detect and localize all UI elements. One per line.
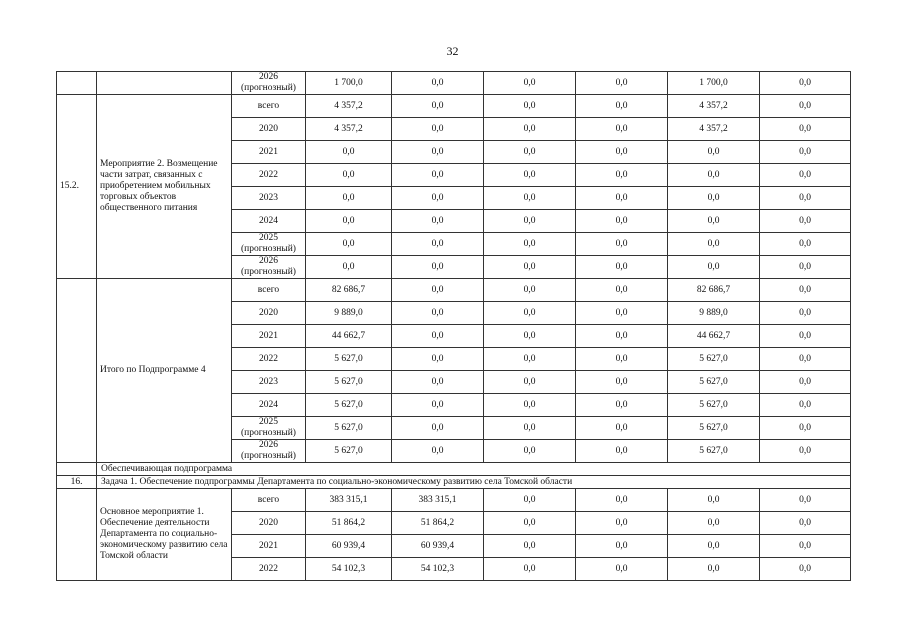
value-cell: 9 889,0 <box>668 302 760 325</box>
value-cell: 9 889,0 <box>306 302 392 325</box>
value-cell: 4 357,2 <box>306 118 392 141</box>
row-name-cell: Мероприятие 2. Возмещение части затрат, связанных с приобретением мобильных торговых объектов общественного питания <box>97 95 232 279</box>
value-cell: 0,0 <box>576 118 668 141</box>
value-cell: 0,0 <box>484 72 576 95</box>
value-cell: 0,0 <box>392 440 484 463</box>
value-cell: 0,0 <box>760 118 851 141</box>
value-cell: 0,0 <box>760 72 851 95</box>
value-cell: 0,0 <box>576 489 668 512</box>
year-cell: всего <box>232 489 306 512</box>
value-cell: 5 627,0 <box>306 440 392 463</box>
value-cell: 0,0 <box>760 233 851 256</box>
value-cell: 0,0 <box>760 558 851 581</box>
value-cell: 0,0 <box>668 233 760 256</box>
value-cell: 5 627,0 <box>668 348 760 371</box>
year-cell: 2021 <box>232 141 306 164</box>
value-cell: 5 627,0 <box>668 371 760 394</box>
year-cell: 2026 (прогнозный) <box>232 72 306 95</box>
year-cell: всего <box>232 95 306 118</box>
task-number: 16. <box>57 476 97 489</box>
value-cell: 0,0 <box>392 417 484 440</box>
value-cell: 0,0 <box>576 256 668 279</box>
value-cell: 0,0 <box>484 256 576 279</box>
value-cell: 60 939,4 <box>306 535 392 558</box>
table-body <box>57 72 851 581</box>
value-cell: 0,0 <box>576 417 668 440</box>
table-row <box>57 489 851 512</box>
value-cell: 0,0 <box>484 348 576 371</box>
year-cell: 2021 <box>232 535 306 558</box>
value-cell: 0,0 <box>668 164 760 187</box>
row-number-cell <box>57 463 97 476</box>
year-cell: 2022 <box>232 164 306 187</box>
value-cell: 54 102,3 <box>392 558 484 581</box>
value-cell: 0,0 <box>576 164 668 187</box>
value-cell: 0,0 <box>392 371 484 394</box>
value-cell: 4 357,2 <box>306 95 392 118</box>
year-cell: 2020 <box>232 512 306 535</box>
row-name-cell: Основное мероприятие 1. Обеспечение деятельности Департамента по социально-экономическому развитию села Томской области <box>97 489 232 581</box>
value-cell: 5 627,0 <box>306 371 392 394</box>
value-cell: 0,0 <box>484 187 576 210</box>
value-cell: 0,0 <box>760 394 851 417</box>
year-cell: 2024 <box>232 394 306 417</box>
value-cell: 0,0 <box>668 256 760 279</box>
row-number-cell <box>57 279 97 463</box>
year-cell: 2026 (прогнозный) <box>232 440 306 463</box>
value-cell: 0,0 <box>576 535 668 558</box>
value-cell: 0,0 <box>392 187 484 210</box>
page-number: 32 <box>446 44 459 58</box>
value-cell: 0,0 <box>392 256 484 279</box>
value-cell: 0,0 <box>484 558 576 581</box>
value-cell: 0,0 <box>484 325 576 348</box>
year-cell: 2020 <box>232 118 306 141</box>
value-cell: 0,0 <box>392 72 484 95</box>
value-cell: 54 102,3 <box>306 558 392 581</box>
value-cell: 0,0 <box>668 210 760 233</box>
value-cell: 0,0 <box>576 141 668 164</box>
value-cell: 82 686,7 <box>668 279 760 302</box>
value-cell: 0,0 <box>576 72 668 95</box>
value-cell: 0,0 <box>392 233 484 256</box>
value-cell: 0,0 <box>576 279 668 302</box>
value-cell: 0,0 <box>760 325 851 348</box>
value-cell: 0,0 <box>576 325 668 348</box>
value-cell: 0,0 <box>392 164 484 187</box>
value-cell: 0,0 <box>760 141 851 164</box>
value-cell: 0,0 <box>576 95 668 118</box>
value-cell: 0,0 <box>576 302 668 325</box>
table-row <box>57 279 851 302</box>
value-cell: 0,0 <box>484 417 576 440</box>
value-cell: 0,0 <box>306 256 392 279</box>
value-cell: 383 315,1 <box>392 489 484 512</box>
value-cell: 44 662,7 <box>306 325 392 348</box>
value-cell: 4 357,2 <box>668 95 760 118</box>
year-cell: 2024 <box>232 210 306 233</box>
value-cell: 0,0 <box>484 95 576 118</box>
value-cell: 0,0 <box>484 141 576 164</box>
value-cell: 0,0 <box>392 210 484 233</box>
value-cell: 0,0 <box>576 371 668 394</box>
value-cell: 5 627,0 <box>306 348 392 371</box>
value-cell: 0,0 <box>668 512 760 535</box>
year-cell: 2025 (прогнозный) <box>232 233 306 256</box>
value-cell: 51 864,2 <box>306 512 392 535</box>
value-cell: 0,0 <box>392 118 484 141</box>
value-cell: 0,0 <box>576 512 668 535</box>
value-cell: 0,0 <box>760 279 851 302</box>
value-cell: 0,0 <box>484 394 576 417</box>
value-cell: 0,0 <box>668 187 760 210</box>
value-cell: 0,0 <box>760 371 851 394</box>
value-cell: 383 315,1 <box>306 489 392 512</box>
year-cell: всего <box>232 279 306 302</box>
value-cell: 82 686,7 <box>306 279 392 302</box>
value-cell: 0,0 <box>484 118 576 141</box>
value-cell: 1 700,0 <box>306 72 392 95</box>
value-cell: 0,0 <box>576 558 668 581</box>
value-cell: 0,0 <box>392 279 484 302</box>
value-cell: 0,0 <box>392 95 484 118</box>
value-cell: 0,0 <box>760 187 851 210</box>
budget-table <box>56 71 851 581</box>
value-cell: 0,0 <box>760 489 851 512</box>
row-name-cell: Итого по Подпрограмме 4 <box>97 279 232 463</box>
year-cell: 2021 <box>232 325 306 348</box>
value-cell: 0,0 <box>392 141 484 164</box>
value-cell: 0,0 <box>392 325 484 348</box>
value-cell: 0,0 <box>484 489 576 512</box>
subprogram-heading-row <box>57 463 851 476</box>
year-cell: 2023 <box>232 187 306 210</box>
value-cell: 0,0 <box>392 302 484 325</box>
value-cell: 0,0 <box>576 233 668 256</box>
value-cell: 0,0 <box>576 210 668 233</box>
year-cell: 2022 <box>232 558 306 581</box>
value-cell: 0,0 <box>484 279 576 302</box>
table-row <box>57 72 851 95</box>
value-cell: 0,0 <box>760 164 851 187</box>
value-cell: 0,0 <box>576 394 668 417</box>
value-cell: 0,0 <box>760 302 851 325</box>
value-cell: 5 627,0 <box>668 440 760 463</box>
value-cell: 0,0 <box>668 141 760 164</box>
value-cell: 60 939,4 <box>392 535 484 558</box>
table-row <box>57 95 851 118</box>
value-cell: 0,0 <box>392 394 484 417</box>
value-cell: 0,0 <box>484 302 576 325</box>
value-cell: 0,0 <box>576 348 668 371</box>
value-cell: 0,0 <box>760 256 851 279</box>
value-cell: 0,0 <box>484 164 576 187</box>
row-number-cell <box>57 489 97 581</box>
value-cell: 0,0 <box>760 210 851 233</box>
value-cell: 5 627,0 <box>306 394 392 417</box>
value-cell: 0,0 <box>306 164 392 187</box>
value-cell: 0,0 <box>760 348 851 371</box>
value-cell: 0,0 <box>484 535 576 558</box>
year-cell: 2022 <box>232 348 306 371</box>
value-cell: 0,0 <box>484 371 576 394</box>
value-cell: 0,0 <box>760 512 851 535</box>
value-cell: 0,0 <box>484 210 576 233</box>
value-cell: 0,0 <box>668 535 760 558</box>
value-cell: 0,0 <box>576 187 668 210</box>
row-number-cell <box>57 72 97 95</box>
value-cell: 0,0 <box>306 210 392 233</box>
value-cell: 4 357,2 <box>668 118 760 141</box>
row-number-cell: 15.2. <box>57 95 97 279</box>
value-cell: 0,0 <box>306 141 392 164</box>
value-cell: 0,0 <box>484 512 576 535</box>
value-cell: 44 662,7 <box>668 325 760 348</box>
value-cell: 0,0 <box>392 348 484 371</box>
year-cell: 2023 <box>232 371 306 394</box>
value-cell: 0,0 <box>306 233 392 256</box>
value-cell: 0,0 <box>668 489 760 512</box>
value-cell: 0,0 <box>306 187 392 210</box>
subprogram-heading: Обеспечивающая подпрограмма <box>97 463 851 476</box>
year-cell: 2026 (прогнозный) <box>232 256 306 279</box>
value-cell: 51 864,2 <box>392 512 484 535</box>
value-cell: 5 627,0 <box>668 417 760 440</box>
task-text: Задача 1. Обеспечение подпрограммы Департамента по социально-экономическому развитию села Томской области <box>97 476 851 489</box>
year-cell: 2025 (прогнозный) <box>232 417 306 440</box>
row-name-cell <box>97 72 232 95</box>
value-cell: 0,0 <box>760 535 851 558</box>
value-cell: 0,0 <box>484 233 576 256</box>
value-cell: 0,0 <box>760 417 851 440</box>
value-cell: 5 627,0 <box>668 394 760 417</box>
value-cell: 5 627,0 <box>306 417 392 440</box>
value-cell: 0,0 <box>576 440 668 463</box>
value-cell: 1 700,0 <box>668 72 760 95</box>
year-cell: 2020 <box>232 302 306 325</box>
task-row <box>57 476 851 489</box>
value-cell: 0,0 <box>484 440 576 463</box>
value-cell: 0,0 <box>668 558 760 581</box>
value-cell: 0,0 <box>760 440 851 463</box>
value-cell: 0,0 <box>760 95 851 118</box>
